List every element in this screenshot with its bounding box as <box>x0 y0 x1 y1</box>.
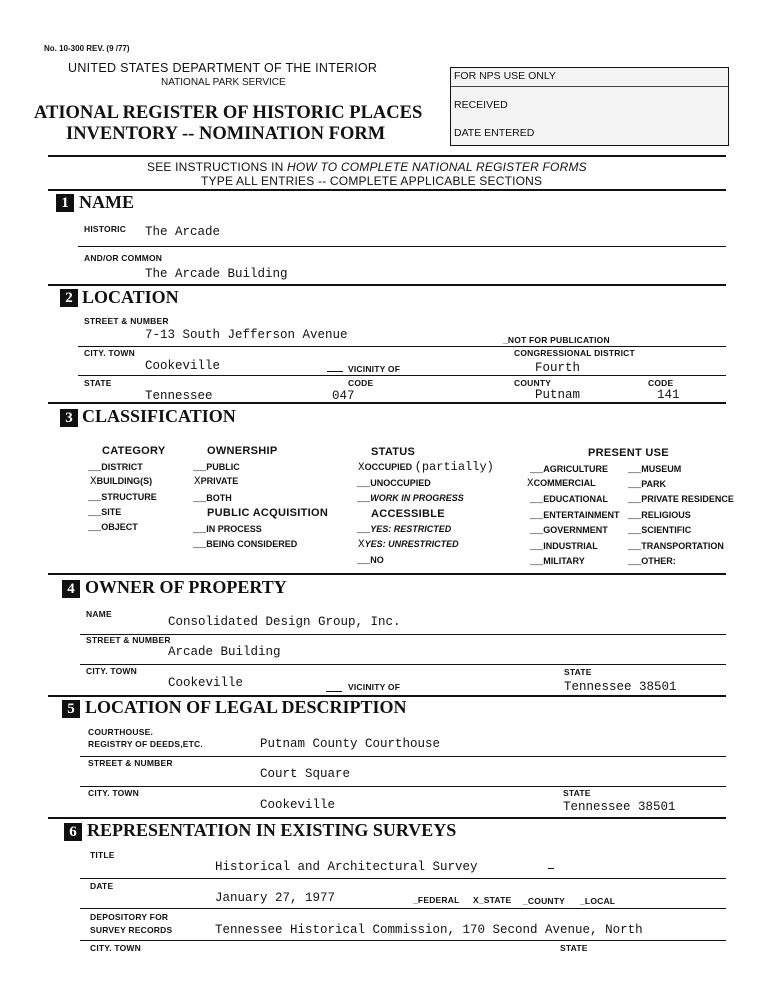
service-name: NATIONAL PARK SERVICE <box>161 77 286 88</box>
use-label: MILITARY <box>543 556 585 566</box>
category-mark: __ <box>88 492 102 504</box>
section-6-number: 6 <box>64 823 82 841</box>
section-2-title: LOCATION <box>82 287 179 307</box>
section-3-number: 3 <box>60 409 78 427</box>
legal-state-label: STATE <box>563 788 591 798</box>
use-mark: __ <box>628 510 642 522</box>
status-label: UNOCCUPIED <box>370 478 431 488</box>
category-label: BUILDING(S) <box>96 476 153 486</box>
use-mark: __ <box>628 541 642 553</box>
category-label: STRUCTURE <box>101 492 157 502</box>
county-option: _COUNTY <box>523 896 566 906</box>
category-mark: __ <box>88 507 102 519</box>
use-label: TRANSPORTATION <box>641 541 724 551</box>
not-for-publication: _NOT FOR PUBLICATION <box>503 335 610 345</box>
category-building <box>90 476 152 488</box>
use-mark: __ <box>628 556 642 568</box>
use-transportation <box>628 541 724 553</box>
status-occupied <box>358 460 494 474</box>
historic-label: HISTORIC <box>84 224 127 234</box>
status-label: OCCUPIED <box>364 462 413 472</box>
instructions-line1 <box>147 160 587 174</box>
category-structure <box>88 492 157 504</box>
owner-street-label: STREET & NUMBER <box>86 635 171 645</box>
section-4-title: OWNER OF PROPERTY <box>85 577 287 597</box>
category-mark: __ <box>88 462 102 474</box>
use-scientific <box>628 525 691 537</box>
nps-use-label: FOR NPS USE ONLY <box>454 70 556 82</box>
section-1-title: NAME <box>79 192 134 212</box>
section-1-number: 1 <box>56 194 74 212</box>
ownership-mark: __ <box>193 462 207 474</box>
ownership-mark: __ <box>193 493 207 505</box>
use-label: PARK <box>641 479 667 489</box>
county-label: COUNTY <box>514 378 552 388</box>
accessible-no <box>357 555 384 567</box>
ownership-mark: X <box>194 476 201 488</box>
category-mark: __ <box>88 522 102 534</box>
accessible-mark: X <box>358 539 365 551</box>
use-mark: __ <box>530 510 544 522</box>
legal-street-value: Court Square <box>260 767 351 781</box>
category-mark: X <box>90 476 97 488</box>
ownership-label: PUBLIC <box>206 462 240 472</box>
state-option: X_STATE <box>473 895 512 905</box>
use-government <box>530 525 608 537</box>
owner-state-value: Tennessee 38501 <box>564 680 677 694</box>
use-label: EDUCATIONAL <box>543 494 609 504</box>
instructions-line2: TYPE ALL ENTRIES -- COMPLETE APPLICABLE SECTIONS <box>201 174 543 188</box>
use-label: OTHER: <box>641 556 676 566</box>
use-mark: __ <box>628 525 642 537</box>
survey-date-label: DATE <box>90 881 114 891</box>
acquisition-in-process <box>193 524 262 536</box>
ownership-heading: OWNERSHIP <box>207 445 278 457</box>
owner-name-text: Consolidated Design Group, Inc. <box>168 615 401 629</box>
acquisition-mark: __ <box>193 524 207 536</box>
survey-state-label: STATE <box>560 943 588 953</box>
category-label: SITE <box>101 507 122 517</box>
local-option: _LOCAL <box>580 896 616 906</box>
accessible-unrestricted <box>358 539 459 551</box>
status-unoccupied <box>357 478 431 490</box>
congressional-district-value: Fourth <box>535 361 581 375</box>
ownership-label: BOTH <box>206 493 232 503</box>
owner-state-label: STATE <box>564 667 592 677</box>
section-2-number: 2 <box>60 289 78 307</box>
use-label: SCIENTIFIC <box>641 525 692 535</box>
owner-name-label: NAME <box>86 609 112 619</box>
use-mark: __ <box>530 541 544 553</box>
location-vicinity-label: VICINITY OF <box>348 364 401 374</box>
acquisition-label: BEING CONSIDERED <box>206 539 298 549</box>
section-5-title: LOCATION OF LEGAL DESCRIPTION <box>85 697 407 717</box>
county-code-value: 141 <box>657 388 680 402</box>
county-value: Putnam <box>535 388 581 402</box>
survey-city-label: CITY. TOWN <box>90 943 141 953</box>
location-state-value: Tennessee <box>145 389 213 403</box>
location-street-value: 7-13 South Jefferson Avenue <box>145 328 348 342</box>
use-other <box>628 556 676 568</box>
location-city-value: Cookeville <box>145 359 221 373</box>
use-mark: __ <box>530 494 544 506</box>
status-mark: __ <box>357 478 371 490</box>
use-label: COMMERCIAL <box>533 478 596 488</box>
depository-value: Tennessee Historical Commission, 170 Second Avenue, North <box>215 923 643 937</box>
section-5-number: 5 <box>62 700 80 718</box>
status-mark: __ <box>357 493 371 505</box>
historic-value: The Arcade <box>145 225 221 239</box>
legal-city-label: CITY. TOWN <box>88 788 139 798</box>
survey-date-value: January 27, 1977 <box>215 891 336 905</box>
accessible-label: NO <box>370 555 384 565</box>
section-4-number: 4 <box>62 580 80 598</box>
accessible-label: YES: RESTRICTED <box>370 524 452 534</box>
use-industrial <box>530 541 598 553</box>
courthouse-label-line2: REGISTRY OF DEEDS,ETC. <box>88 739 203 749</box>
courthouse-value: Putnam County Courthouse <box>260 737 441 751</box>
status-mark: X <box>358 462 365 474</box>
location-state-label: STATE <box>84 378 112 388</box>
form-title-line1: ATIONAL REGISTER OF HISTORIC PLACES <box>34 103 423 123</box>
use-religious <box>628 510 691 522</box>
legal-street-label: STREET & NUMBER <box>88 758 173 768</box>
ownership-label: PRIVATE <box>200 476 239 486</box>
owner-name-value <box>168 615 401 629</box>
use-entertainment <box>530 510 620 522</box>
accessible-mark: __ <box>357 555 371 567</box>
use-label: MUSEUM <box>641 464 682 474</box>
agency-name: UNITED STATES DEPARTMENT OF THE INTERIOR <box>68 61 378 75</box>
county-code-label: CODE <box>648 378 674 388</box>
use-mark: __ <box>628 494 642 506</box>
congressional-district-label: CONGRESSIONAL DISTRICT <box>514 348 635 358</box>
ownership-both <box>193 493 232 505</box>
category-label: OBJECT <box>101 522 138 532</box>
legal-city-value: Cookeville <box>260 798 336 812</box>
owner-city-value: Cookeville <box>168 676 244 690</box>
owner-street-value: Arcade Building <box>168 645 281 659</box>
legal-state-value: Tennessee 38501 <box>563 800 676 814</box>
use-mark: __ <box>530 556 544 568</box>
use-label: RELIGIOUS <box>641 510 691 520</box>
status-work-in-progress <box>357 493 464 505</box>
use-mark: X <box>527 478 534 490</box>
use-mark: __ <box>628 479 642 491</box>
instructions-pre: SEE INSTRUCTIONS IN <box>147 160 288 174</box>
use-mark: __ <box>530 464 544 476</box>
ownership-private <box>194 476 238 488</box>
acquisition-mark: __ <box>193 539 207 551</box>
accessible-heading: ACCESSIBLE <box>371 508 445 520</box>
courthouse-label-line1: COURTHOUSE. <box>88 727 154 737</box>
accessible-mark: __ <box>357 524 371 536</box>
use-commercial <box>527 478 596 490</box>
use-label: INDUSTRIAL <box>543 541 598 551</box>
status-label: WORK IN PROGRESS <box>370 493 464 503</box>
status-note: (partially) <box>414 460 494 474</box>
location-street-label: STREET & NUMBER <box>84 316 169 326</box>
owner-vicinity-label: VICINITY OF <box>348 682 401 692</box>
category-object <box>88 522 138 534</box>
federal-option: _FEDERAL <box>413 895 460 905</box>
use-mark: __ <box>628 464 642 476</box>
use-label: ENTERTAINMENT <box>543 510 620 520</box>
survey-title-label: TITLE <box>90 850 115 860</box>
depository-label-line1: DEPOSITORY FOR <box>90 912 169 922</box>
survey-title-value: Historical and Architectural Survey <box>215 860 478 874</box>
common-label: AND/OR COMMON <box>84 253 163 263</box>
use-label: AGRICULTURE <box>543 464 609 474</box>
form-number: No. 10-300 REV. (9 /77) <box>44 44 130 53</box>
use-educational <box>530 494 608 506</box>
location-city-label: CITY. TOWN <box>84 348 135 358</box>
use-label: GOVERNMENT <box>543 525 608 535</box>
date-entered-label: DATE ENTERED <box>454 127 535 139</box>
category-heading: CATEGORY <box>102 445 166 457</box>
status-heading: STATUS <box>371 446 416 458</box>
section-3-title: CLASSIFICATION <box>82 406 236 426</box>
use-park <box>628 479 666 491</box>
use-agriculture <box>530 464 608 476</box>
accessible-label: YES: UNRESTRICTED <box>364 539 459 549</box>
category-label: DISTRICT <box>101 462 143 472</box>
received-label: RECEIVED <box>454 99 508 111</box>
instructions-emphasis: HOW TO COMPLETE NATIONAL REGISTER FORMS <box>287 160 587 174</box>
use-private-residence <box>628 494 734 506</box>
state-code-label: CODE <box>348 378 374 388</box>
form-title-line2: INVENTORY -- NOMINATION FORM <box>66 124 386 144</box>
use-mark: __ <box>530 525 544 537</box>
owner-city-label: CITY. TOWN <box>86 666 137 676</box>
use-museum <box>628 464 681 476</box>
nps-use-box <box>450 67 729 146</box>
present-use-heading: PRESENT USE <box>588 447 669 459</box>
acquisition-label: IN PROCESS <box>206 524 262 534</box>
ownership-public <box>193 462 240 474</box>
section-6-title: REPRESENTATION IN EXISTING SURVEYS <box>87 820 457 840</box>
category-district <box>88 462 143 474</box>
public-acquisition-heading: PUBLIC ACQUISITION <box>207 507 329 519</box>
category-site <box>88 507 121 519</box>
use-label: PRIVATE RESIDENCE <box>641 494 734 504</box>
depository-label-line2: SURVEY RECORDS <box>90 925 173 935</box>
accessible-restricted <box>357 524 451 536</box>
use-military <box>530 556 585 568</box>
common-value: The Arcade Building <box>145 267 288 281</box>
state-code-value: 047 <box>332 389 355 403</box>
acquisition-being-considered <box>193 539 297 551</box>
